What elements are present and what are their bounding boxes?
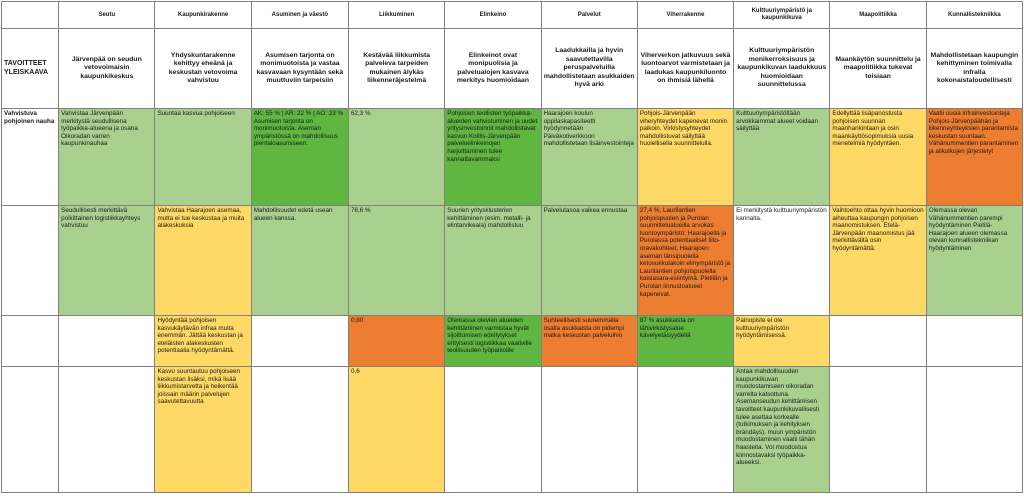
header-viherrakenne: Viherrakenne — [637, 2, 733, 29]
table-row — [2, 316, 1023, 367]
header-row — [2, 2, 1023, 29]
cell-kunnallistekniikka — [926, 367, 1022, 493]
goals-row — [2, 29, 1023, 109]
header-seutu: Seutu — [59, 2, 155, 29]
goal-elinkeino: Elinkeinot ovat monipuolisia ja palvelualojen kasvava merkitys huomioidaan — [445, 29, 541, 109]
row-side-label — [2, 367, 59, 493]
evaluation-matrix — [1, 1, 1023, 496]
cell-maapolitiikka: Vaihtoehto ottaa hyvin huomioon aiheuttaa kaupungin pohjoisen maanomistuksen. Etelä-Järvenpään maanomistus jää merkittävältä osin hyödyntämättä. — [830, 206, 926, 316]
cell-liikkuminen: 62,3 % — [349, 109, 445, 206]
cell-asuminen — [251, 316, 348, 367]
cell-palvelut: Suhteellisesti suuremmalla osalla asukkaista on pidempi matka keskustan palveluihin — [541, 316, 637, 367]
cell-kaupunkirakenne: Hyödyntää pohjoisen kasvukäytävän infraa muita enemmän. Jättää keskustan ja eteläisten alakeskusten potentiaalia hyödyntämättä. — [155, 316, 251, 367]
cell-seutu — [59, 367, 155, 493]
cell-asuminen: AK: 55 % | AR: 22 % | AO: 23 % Asumisen tarjonta on monimuotoista. Aseman ympäristössä on mahdollisuus pientaloasumiseen. — [251, 109, 348, 206]
goal-viherrakenne: Viherverkon jatkuvuus sekä luontoarvot varmistetaan ja laadukas kaupunkiluonto on ihmisiä lähellä — [637, 29, 733, 109]
cell-kunnallistekniikka: Vaatii uusia infrainvestointeja Pohjois-Järvenpäähän ja liikenneyhteyksien parantamista keskustan suuntaan. Vähänummentien parantaminen ja alikulkujen järjestelyt — [926, 109, 1022, 206]
cell-liikkuminen: 0,80 — [349, 316, 445, 367]
cell-seutu: Seudullisesti merkittävä poikittainen logistiikkayhteys vahvistuu — [59, 206, 155, 316]
cell-kaupunkirakenne: Suuntaa kasvua pohjoiseen — [155, 109, 251, 206]
cell-kulttuuriymparisto: Ei merkitystä kulttuuriympäristön kannalta. — [734, 206, 830, 316]
header-elinkeino: Elinkeino — [445, 2, 541, 29]
cell-maapolitiikka — [830, 367, 926, 493]
cell-kunnallistekniikka: Olemassa olevan Vähänummentien parempi hyödyntäminen Pietilä-Haarajoen alueen olemassa olevan kunnallistekniikan hyödyntäminen — [926, 206, 1022, 316]
cell-kulttuuriymparisto: Antaa mahdollisuuden kaupunkikuvan muodostamiseen oikoradan varrelta katsottuna. Asemanseudun kehittämisen tavoitteet kaupunkikuvallisesti tulee asettaa korkealle (tutkimuksen ja kehityksen brändäys), muun ympäristön muodostaminen vaatii tähän haasteita. Voi muodostua kiinnostavaksi työpaikka-alueeksi. — [734, 367, 830, 493]
goal-maapolitiikka: Maankäytön suunnittelu ja maapolitiikka tukevat toisiaan — [830, 29, 926, 109]
goal-palvelut: Laadukkailla ja hyvin saavutettavilla peruspalveluilla mahdollistetaan asukkaiden hyvä arki — [541, 29, 637, 109]
goal-asuminen: Asumisen tarjonta on monimuotoista ja vastaa kasvavaan kysyntään sekä muuttuviin tarpeisiin — [251, 29, 348, 109]
table-row — [2, 367, 1023, 493]
goal-kaupunkirakenne: Yhdyskuntarakenne kehittyy eheänä ja keskustan vetovoima vahvistuu — [155, 29, 251, 109]
cell-seutu: Vahvistaa Järvenpään merkitystä seudullisena työpaikka-alueena ja osana Oikoradan varren kaupunkinauhaa — [59, 109, 155, 206]
cell-kulttuuriymparisto: Kulttuuriympäristöltään arvokkaimmat alueet voidaan säilyttää — [734, 109, 830, 206]
row-side-label: Vahvistuva pohjoinen nauha — [2, 109, 59, 206]
table-row — [2, 206, 1023, 316]
goal-liikkuminen: Kestävää liikkumista palveleva tarpeiden mukainen älykäs liikenneräjestelmä — [349, 29, 445, 109]
header-kulttuuriymparisto: Kulttuuriympäristö ja kaupunkikuva — [734, 2, 830, 29]
cell-asuminen: Mahdollisuudet edetä usean alueen kanssa. — [251, 206, 348, 316]
cell-palvelut — [541, 367, 637, 493]
cell-viherrakenne: 87 % asukkaista on lähivirkistysalue kävelyetäisyydellä — [637, 316, 733, 367]
goals-label: TAVOITTEET YLEISKAAVA — [2, 29, 59, 109]
header-kaupunkirakenne: Kaupunkirakenne — [155, 2, 251, 29]
cell-viherrakenne: Pohjois-Järvenpään viheryhteydet kapenevat monin paikoin. Virkistysyhteydet mahdollistuvat säilyttää huolellisella suunnittelulla. — [637, 109, 733, 206]
goal-kunnallistekniikka: Mahdollistetaan kaupungin kehittyminen toimivalla infralla kokonaistaloudellisesti — [926, 29, 1022, 109]
header-liikkuminen: Liikkuminen — [349, 2, 445, 29]
cell-liikkuminen: 0,6 — [349, 367, 445, 493]
row-side-label — [2, 316, 59, 367]
cell-viherrakenne — [637, 367, 733, 493]
header-asuminen: Asuminen ja väestö — [251, 2, 348, 29]
cell-elinkeino: Olemassa olevien alueiden kehittäminen varmistaa hyvät sijoittumisen edellytykset erityisesti logistiikkaa vaativille teollisuuden työpaikoille — [445, 316, 541, 367]
goal-kulttuuriymparisto: Kulttuuriympäristön monikerroksisuus ja kaupunkikuvan laadukkuus huomioidaan suunnittelussa — [734, 29, 830, 109]
cell-elinkeino — [445, 367, 541, 493]
cell-liikkuminen: 76,6 % — [349, 206, 445, 316]
header-maapolitiikka: Maapolitiikka — [830, 2, 926, 29]
cell-kunnallistekniikka — [926, 316, 1022, 367]
cell-palvelut: Haarajoen koulun oppilaskapasiteetti hyödynnetään Päiväkotiverkkoon mahdollistetaan lisäinvestointeja — [541, 109, 637, 206]
cell-kaupunkirakenne: Kasvu suuntautuu pohjoiseen keskustan lisäksi, mikä lisää liikkumistarvetta ja heikentää joissain määrin palvelujen saavutettavuutta — [155, 367, 251, 493]
cell-palvelut: Palvelutasoa vaikea ennustaa — [541, 206, 637, 316]
cell-viherrakenne: 27,4 %, Laurilantien pohjoispuolen ja Purolan suunnittelualueilla arvokas luontoympäristö; Haarajoella ja Purolassa potentiaaliset liito-oravakohteet, Haarajoen aseman länsipuolella ketosukkulakoin elinympäristö ja Laurilantien pohjoispuolella kaislasara-esiintymä. Pietilän ja Purolan linnustoalueet kapenevat. — [637, 206, 733, 316]
header-kunnallistekniikka: Kunnallistekniikka — [926, 2, 1022, 29]
cell-kaupunkirakenne: Vahvistaa Haarajoen asemaa, mutta ei tue keskustaa ja muita alakeskuksia — [155, 206, 251, 316]
table-row — [2, 109, 1023, 206]
corner-cell — [2, 2, 59, 29]
cell-elinkeino: Suurien yritysklusterien kehittäminen (esim. metalli- ja elintarvikeala) mahdollistuu — [445, 206, 541, 316]
goal-seutu: Järvenpää on seudun vetovoimaisin kaupunkikeskus — [59, 29, 155, 109]
row-side-label — [2, 206, 59, 316]
cell-maapolitiikka: Edellyttää lisäpanostusta pohjoisen suunnan maanhankintaan ja osin maankäyttösopimuksia uusia menetelmiä hyödyntäen. — [830, 109, 926, 206]
cell-kulttuuriymparisto: Painopiste ei ole kulttuuriympäristön hyödyntämisessä. — [734, 316, 830, 367]
cell-maapolitiikka — [830, 316, 926, 367]
cell-seutu — [59, 316, 155, 367]
cell-elinkeino: Pohjoisen teollisten työpaikka-alueiden vahvistuminen ja uudet yritysinvestoinnit mahdollistavat kasvun Koillis-Järvenpään palveluelinkeinojen harjoittaminen tulee kannattavammaksi — [445, 109, 541, 206]
evaluation-table — [1, 1, 1023, 493]
cell-asuminen — [251, 367, 348, 493]
header-palvelut: Palvelut — [541, 2, 637, 29]
